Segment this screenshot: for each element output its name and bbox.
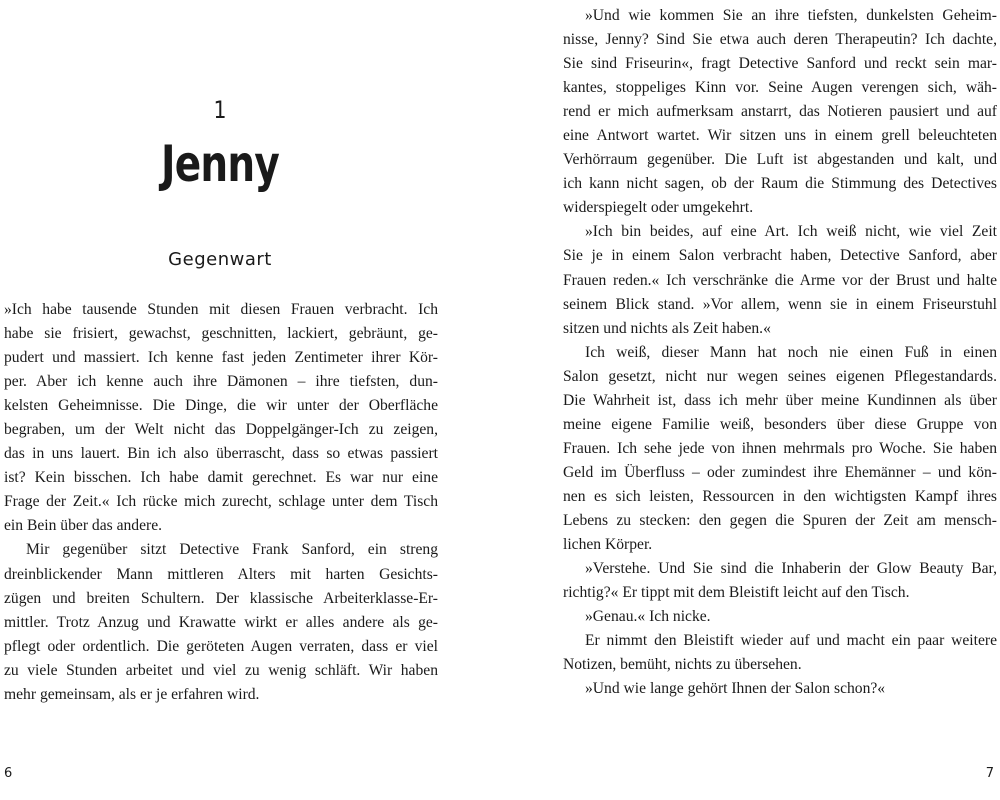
text-line: nisse, Jenny? Sind Sie etwa auch deren Therapeutin? Ich dachte, [563,31,997,49]
chapter-subtitle: Gegenwart [168,249,272,270]
text-line: ich kann nicht sagen, ob der Raum die Stimmung des Detectives [563,175,997,193]
text-line: Frage der Zeit.« Ich rücke mich zurecht, schlage unter dem Tisch [4,493,438,511]
text-line: per. Aber ich kenne auch ihre Dämonen – ihre tiefsten, dun- [4,373,438,391]
text-line: »Und wie kommen Sie an ihre tiefsten, dunkelsten Geheim- [585,7,997,24]
text-line: »Verstehe. Und Sie sind die Inhaberin der Glow Beauty Bar, [585,560,997,578]
text-line: ist? Kein bisschen. Ich habe damit gerechnet. Es war nur eine [4,469,438,487]
text-line: Frauen. Ich sehe jede von ihnen mehrmals pro Woche. Sie haben [563,439,997,457]
text-line: begraben, um der Welt nicht das Doppelgänger-Ich zu zeigen, [4,421,438,439]
page-number-left: 6 [4,766,13,781]
text-line: sitzen und nichts als Zeit haben.« [563,319,771,337]
text-line: kelsten Geheimnisse. Die Dinge, die wir unter der Oberfläche [4,397,438,415]
text-line: eine Antwort wartet. Wir sitzen uns in einem grell beleuchteten [563,127,997,145]
text-line: »Ich habe tausende Stunden mit diesen Frauen verbracht. Ich [4,301,438,318]
text-line: Lebens zu stecken: den gegen die Spuren der Zeit am mensch- [563,511,997,529]
text-line: Frauen reden.« Ich verschränke die Arme vor der Brust und halte [563,271,997,289]
text-line: Sie sind Friseurin«, fragt Detective Sanford und reckt sein mar- [563,55,997,73]
text-line: »Ich bin beides, auf eine Art. Ich weiß nicht, wie viel Zeit [585,223,997,241]
left-body-text [4,298,438,707]
right-body-text [563,4,997,701]
text-line: Verhörraum gegenüber. Die Luft ist abgestanden und kalt, und [563,151,997,169]
text-line: meine eigene Familie weiß, besonders über diese Gruppe von [563,415,997,433]
text-line: Ich weiß, dieser Mann hat noch nie einen Fuß in einen [585,343,997,361]
text-line: nen es sich leisten, Ressourcen in den wichtigsten Kampf ihres [563,487,997,505]
text-line: rend er mich aufmerksam anstarrt, das Notieren pausiert und auf [563,103,997,121]
chapter-title: Jenny [160,135,280,193]
chapter-number: 1 [213,96,227,124]
text-line: habe sie frisiert, gewachst, geschnitten, lackiert, gebräunt, ge- [4,325,438,343]
text-line: mehr gemeinsam, als er je erfahren wird. [4,685,260,703]
text-line: pudert und massiert. Ich kenne fast jeden Zentimeter ihrer Kör- [4,349,438,367]
text-line: »Genau.« Ich nicke. [585,608,711,626]
text-line: zügen und breiten Schultern. Der klassische Arbeiterklasse-Er- [4,589,438,607]
text-line: Mir gegenüber sitzt Detective Frank Sanford, ein streng [26,541,438,559]
text-line: Die Wahrheit ist, dass ich mehr über meine Kundinnen als über [563,391,997,409]
text-line: Er nimmt den Bleistift wieder auf und macht ein paar weitere [585,632,997,650]
text-line: mittler. Trotz Anzug und Krawatte wirkt er alles andere als ge- [4,613,438,631]
text-line: Salon gesetzt, nicht nur wegen seines eigenen Pflegestandards. [563,367,997,385]
right-page [500,0,1000,800]
text-line: richtig?« Er tippt mit dem Bleistift leicht auf den Tisch. [563,584,910,602]
text-line: »Und wie lange gehört Ihnen der Salon schon?« [585,680,886,698]
text-line: kantes, stoppeliges Kinn vor. Seine Augen verengen sich, wäh- [563,79,997,97]
text-line: Sie je in einem Salon verbracht haben, Detective Sanford, aber [563,247,997,265]
text-line: das in uns lauert. Bin ich also überrascht, dass so etwas passiert [4,445,438,463]
text-line: pflegt oder ordentlich. Die geröteten Augen verraten, dass er viel [4,637,438,655]
text-line: seinem Blick stand. »Vor allem, wenn sie in einem Friseurstuhl [563,295,997,313]
page-number-right: 7 [985,766,994,781]
text-line: dreinblickender Mann mittleren Alters mit harten Gesichts- [4,565,438,583]
text-line: Geld im Überfluss – oder zumindest ihre Ehemänner – und kön- [563,463,997,481]
text-line: zu viele Stunden arbeitet und viel zu wenig schläft. Wir haben [4,661,438,679]
text-line: ein Bein über das andere. [4,517,163,535]
text-line: Notizen, bemüht, nichts zu übersehen. [563,656,802,674]
text-line: lichen Körper. [563,536,653,554]
text-line: widerspiegelt oder umgekehrt. [563,199,754,217]
